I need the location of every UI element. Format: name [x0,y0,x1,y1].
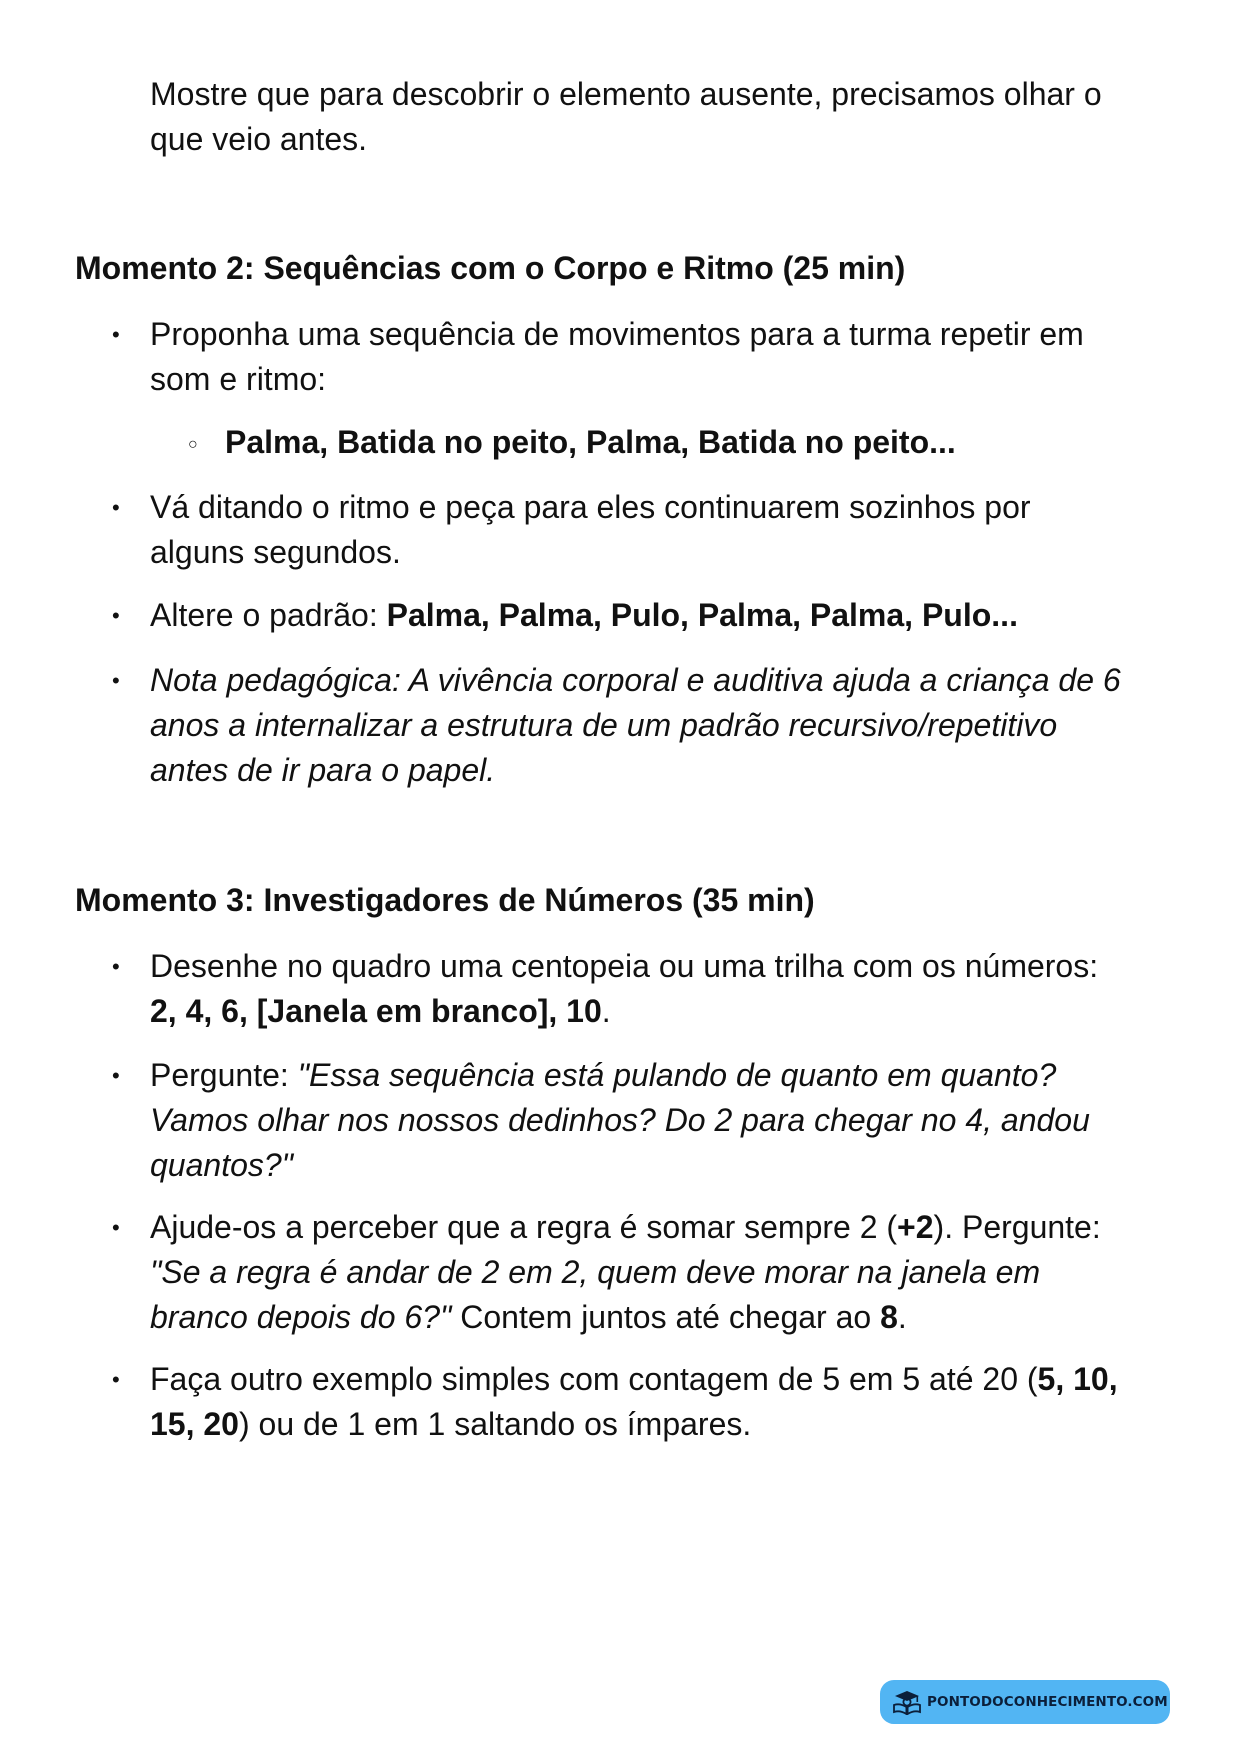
bullet-icon: • [112,495,120,520]
moment-2-list-item-3 [112,593,1180,638]
m3-item4-bold1: 5, 10, [1037,1361,1118,1397]
m2-item4-line2: anos a internalizar a estrutura de um padrão recursivo/repetitivo [150,707,1058,743]
m2-item2-line1: Vá ditando o ritmo e peça para eles continuarem sozinhos por [150,489,1031,525]
m2-item3-bold: Palma, Palma, Pulo, Palma, Palma, Pulo... [386,597,1018,633]
bullet-icon: • [112,1063,120,1088]
book-reader-icon [892,1689,922,1715]
m3-item1-line1: Desenhe no quadro uma centopeia ou uma trilha com os números: [150,948,1099,984]
m3-item4-prefix: Faça outro exemplo simples com contagem de 5 em 5 até 20 ( [150,1361,1038,1397]
moment-2-list-item-4 [112,658,1180,793]
moment-2-list-item-2 [112,485,1180,575]
bullet-icon: • [112,1215,120,1240]
m2-item1-line1: Proponha uma sequência de movimentos para a turma repetir em [150,316,1084,352]
intro-line-1: Mostre que para descobrir o elemento ausente, precisamos olhar o [150,76,1102,112]
moment-3-heading: Momento 3: Investigadores de Números (35 min) [75,882,815,918]
m3-item3-suffix: ). Pergunte: [933,1209,1101,1245]
m3-item2-italic3: quantos?" [150,1147,294,1183]
m2-item3-prefix: Altere o padrão: [150,597,387,633]
m2-item2-line2: alguns segundos. [150,534,401,570]
m3-item2-prefix: Pergunte: [150,1057,298,1093]
m3-item2-italic1: "Essa sequência está pulando de quanto em quanto? [297,1057,1057,1093]
moment-2-heading: Momento 2: Sequências com o Corpo e Ritmo (25 min) [75,250,906,286]
m3-item4-suffix: ) ou de 1 em 1 saltando os ímpares. [238,1406,752,1442]
moment-2-sub-item-1 [188,420,1185,465]
moment-2-list-item-1 [112,312,1180,402]
m3-item1-bold: 2, 4, 6, [Janela em branco], 10 [150,993,602,1029]
m2-item4-line1: Nota pedagógica: A vivência corporal e auditiva ajuda a criança de 6 [150,662,1121,698]
m3-item3-prefix: Ajude-os a perceber que a regra é somar sempre 2 ( [150,1209,898,1245]
m3-item2-italic2: Vamos olhar nos nossos dedinhos? Do 2 para chegar no 4, andou [150,1102,1090,1138]
bullet-icon: • [112,322,120,347]
m3-item3-end: . [897,1299,907,1335]
circle-bullet-icon: ○ [188,436,198,453]
moment-3-list-item-2 [112,1053,1180,1188]
m2-subitem-text: Palma, Batida no peito, Palma, Batida no peito... [225,424,956,460]
m2-item1-line2: som e ritmo: [150,361,327,397]
moment-3-list-item-1 [112,944,1180,1034]
bullet-icon: • [112,1367,120,1392]
site-badge-text: PONTODOCONHECIMENTO.COM [927,1694,1168,1710]
bullet-icon: • [112,668,120,693]
m3-item4-bold2: 15, 20 [150,1406,239,1442]
m3-item1-end: . [601,993,611,1029]
m2-item4-line3: antes de ir para o papel. [150,752,496,788]
m3-item3-italic2: branco depois do 6?" [150,1299,452,1335]
intro-paragraph [150,72,1170,162]
bullet-icon: • [112,954,120,979]
m3-item3-bold1: +2 [897,1209,934,1245]
site-badge-link[interactable] [880,1680,1170,1724]
moment-3-list-item-3 [112,1205,1180,1340]
m3-item3-text2: Contem juntos até chegar ao [451,1299,881,1335]
intro-line-2: que veio antes. [150,121,368,157]
moment-3-list-item-4 [112,1357,1180,1447]
bullet-icon: • [112,603,120,628]
m3-item3-italic1: "Se a regra é andar de 2 em 2, quem deve morar na janela em [150,1254,1041,1290]
m3-item3-bold2: 8 [880,1299,898,1335]
